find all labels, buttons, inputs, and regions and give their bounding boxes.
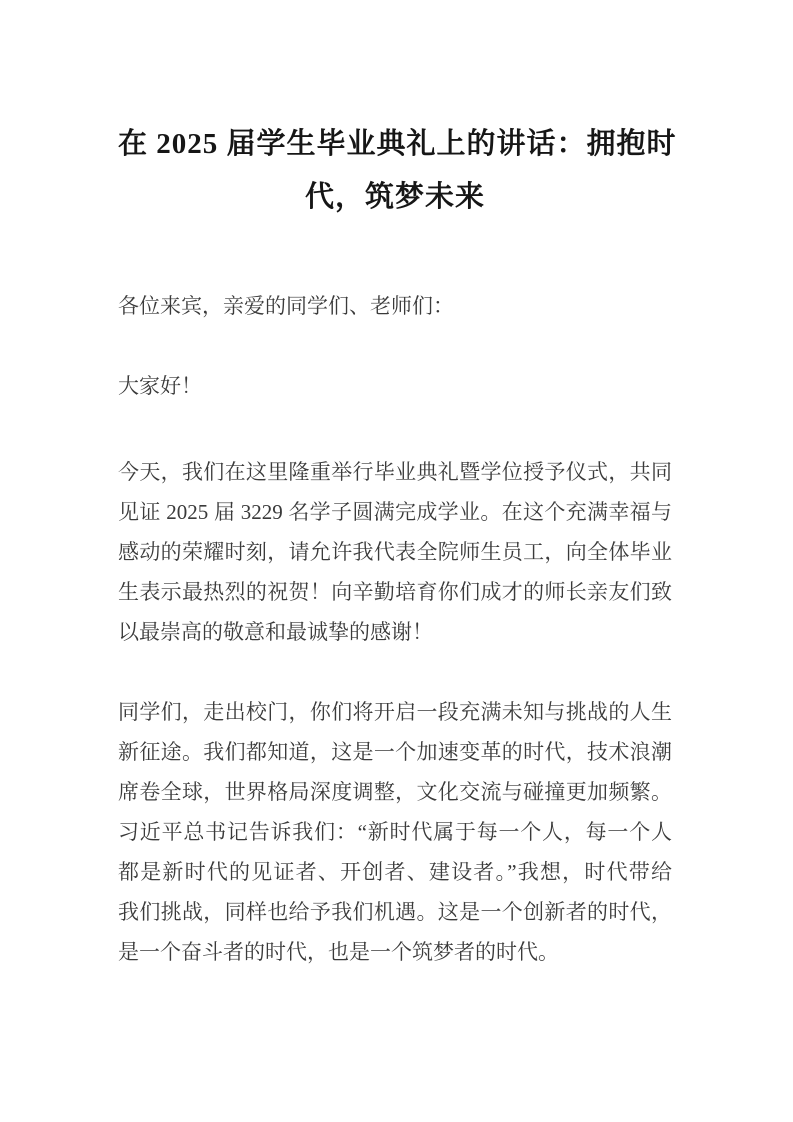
text-line: 大家好！ xyxy=(118,374,202,398)
text-line: 同学们，走出校门，你们将开启一段充满未知与挑战的人生 xyxy=(118,700,672,724)
document-content xyxy=(118,118,677,972)
text-line: 是一个奋斗者的时代，也是一个筑梦者的时代。 xyxy=(118,940,559,964)
document-title xyxy=(118,118,677,224)
text-line: 新征途。我们都知道，这是一个加速变革的时代，技术浪潮 xyxy=(118,740,672,764)
text-line: 我们挑战，同样也给予我们机遇。这是一个创新者的时代， xyxy=(118,900,672,924)
text-line: 各位来宾，亲爱的同学们、老师们： xyxy=(118,294,454,318)
text-line: 以最崇高的敬意和最诚挚的感谢！ xyxy=(118,620,433,644)
paragraph-new-era xyxy=(118,692,672,972)
text-line: 席卷全球，世界格局深度调整，文化交流与碰撞更加频繁。 xyxy=(118,780,672,804)
text-line: 见证 2025 届 3229 名学子圆满完成学业。在这个充满幸福与 xyxy=(118,500,672,524)
text-line: 都是新时代的见证者、开创者、建设者。”我想，时代带给 xyxy=(118,860,672,884)
paragraph-salutation xyxy=(118,286,672,326)
paragraph-congratulations xyxy=(118,452,672,652)
text-line: 感动的荣耀时刻，请允许我代表全院师生员工，向全体毕业 xyxy=(118,540,672,564)
text-line: 习近平总书记告诉我们：“新时代属于每一个人，每一个人 xyxy=(118,820,672,844)
paragraph-greeting xyxy=(118,366,672,406)
title-line-1: 在 2025 届学生毕业典礼上的讲话：拥抱时 xyxy=(118,128,677,160)
title-line-2: 代，筑梦未来 xyxy=(304,181,485,213)
text-line: 生表示最热烈的祝贺！向辛勤培育你们成才的师长亲友们致 xyxy=(118,580,672,604)
text-line: 今天，我们在这里隆重举行毕业典礼暨学位授予仪式，共同 xyxy=(118,460,672,484)
